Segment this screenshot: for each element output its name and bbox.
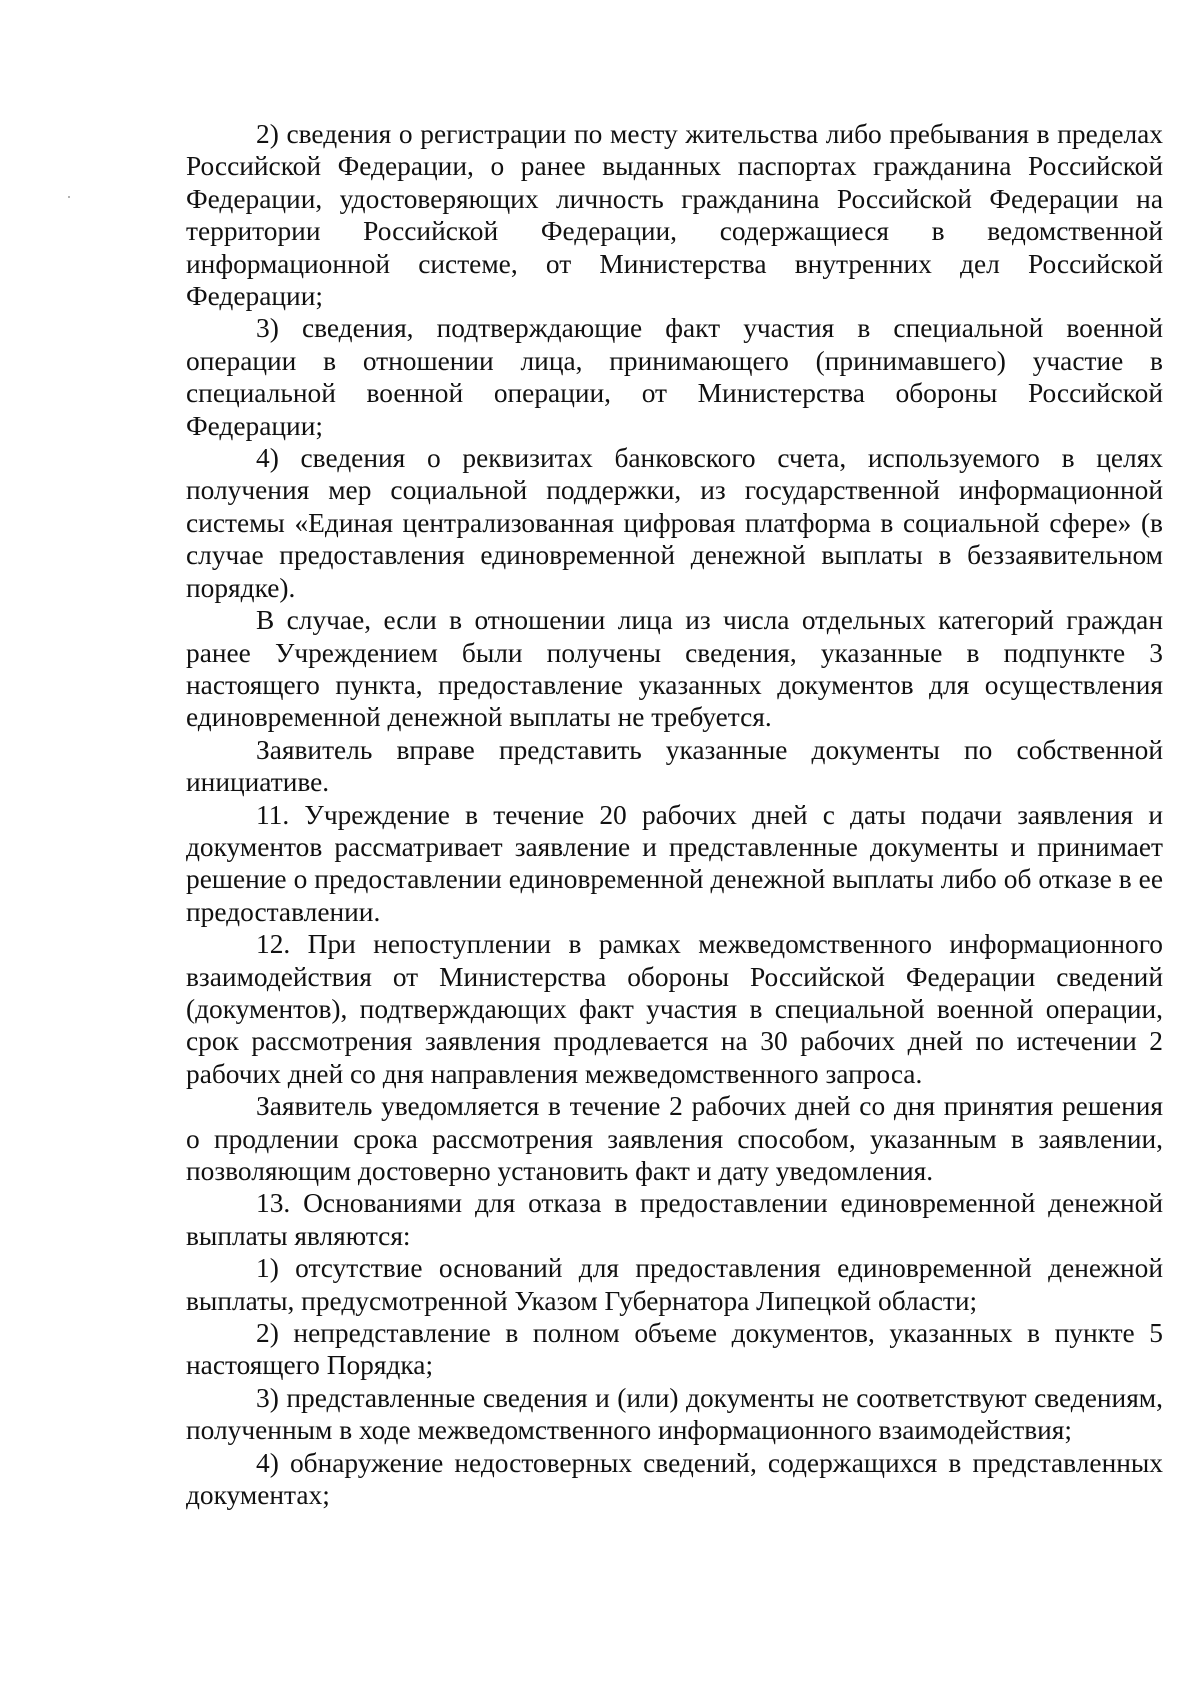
paragraph-12-extension: 12. При непоступлении в рамках межведомственного информационного взаимодействия от Министерства обороны Российской Федерации сведений (документов), подтверждающих факт участия в специальной военной операции, срок рассмотрения заявления продлевается на 30 рабочих дней по истечении 2 рабочих дней со дня направления межведомственного запроса.	[186, 929, 1163, 1089]
paragraph-refusal-2: 2) непредставление в полном объеме документов, указанных в пункте 5 настоящего Порядка;	[186, 1318, 1163, 1381]
document-body	[186, 118, 1163, 1511]
paragraph-own-initiative: Заявитель вправе представить указанные документы по собственной инициативе.	[186, 734, 1163, 798]
paragraph-refusal-1: 1) отсутствие оснований для предоставления единовременной денежной выплаты, предусмотренной Указом Губернатора Липецкой области;	[186, 1253, 1163, 1316]
paragraph-refusal-3: 3) представленные сведения и (или) документы не соответствуют сведениям, полученным в ходе межведомственного информационного взаимодействия;	[186, 1382, 1163, 1446]
paragraph-applicant-notification: Заявитель уведомляется в течение 2 рабочих дней со дня принятия решения о продлении срока рассмотрения заявления способом, указанным в заявлении, позволяющим достоверно установить факт и дату уведомления.	[186, 1091, 1163, 1186]
paragraph-11-review-period: 11. Учреждение в течение 20 рабочих дней с даты подачи заявления и документов рассматривает заявление и представленные документы и принимает решение о предоставлении единовременной денежной выплаты либо об отказе в ее предоставлении.	[186, 799, 1163, 927]
paragraph-item-2-residence-info: 2) сведения о регистрации по месту жительства либо пребывания в пределах Российской Федерации, о ранее выданных паспортах гражданина Российской Федерации, удостоверяющих личность гражданина Российской Федерации на территории Российской Федерации, содержащиеся в ведомственной информационной системе, от Министерства внутренних дел Российской Федерации;	[186, 119, 1163, 312]
paragraph-previously-received-info: В случае, если в отношении лица из числа отдельных категорий граждан ранее Учреждением были получены сведения, указанные в подпункте 3 настоящего пункта, предоставление указанных документов для осуществления единовременной денежной выплаты не требуется.	[186, 605, 1163, 733]
paragraph-item-3-svo-participation: 3) сведения, подтверждающие факт участия в специальной военной операции в отношении лица, принимающего (принимавшего) участие в специальной военной операции, от Министерства обороны Российской Федерации;	[186, 313, 1163, 441]
paragraph-item-4-bank-details: 4) сведения о реквизитах банковского счета, используемого в целях получения мер социальной поддержки, из государственной информационной системы «Единая централизованная цифровая платформа в социальной сфере» (в случае предоставления единовременной денежной выплаты в беззаявительном порядке).	[186, 443, 1163, 603]
paragraph-refusal-4: 4) обнаружение недостоверных сведений, содержащихся в представленных документах;	[186, 1447, 1163, 1511]
scan-speck	[68, 196, 70, 198]
paragraph-13-refusal-grounds: 13. Основаниями для отказа в предоставлении единовременной денежной выплаты являются:	[186, 1188, 1163, 1251]
